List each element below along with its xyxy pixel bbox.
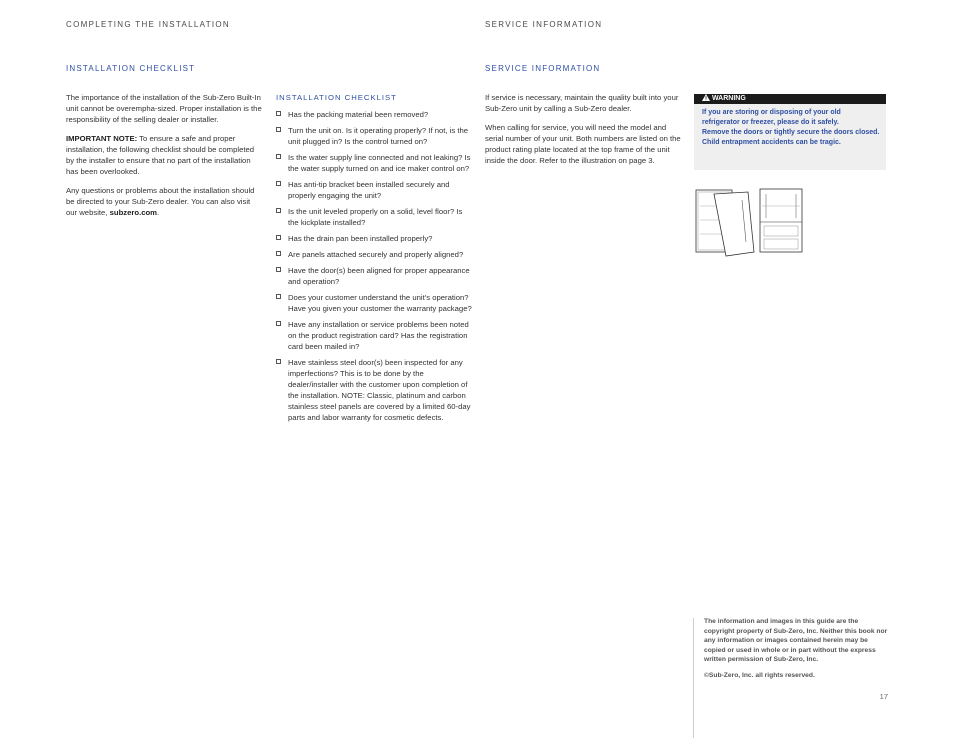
service-information-heading: SERVICE INFORMATION (485, 64, 601, 73)
checklist-item (276, 357, 472, 423)
checklist-title: INSTALLATION CHECKLIST (276, 93, 397, 102)
website-link[interactable]: subzero.com (109, 208, 158, 217)
checklist-item-text: Is the water supply line connected and not leaking? Is the water supply turned on and ice maker control on? (288, 153, 471, 173)
checkbox-icon (276, 294, 281, 299)
warning-text (694, 104, 886, 148)
checkbox-icon (276, 321, 281, 326)
warning-triangle-icon (702, 94, 710, 101)
important-note-label: IMPORTANT NOTE: (66, 134, 138, 143)
checkbox-icon (276, 127, 281, 132)
checklist-item (276, 152, 472, 174)
checkbox-icon (276, 111, 281, 116)
checkbox-icon (276, 359, 281, 364)
checkbox-icon (276, 181, 281, 186)
checkbox-icon (276, 251, 281, 256)
running-header-left: COMPLETING THE INSTALLATION (66, 20, 231, 29)
checklist-item-text: Have any installation or service problems been noted on the product registration card? Has the registration card been mailed in? (288, 320, 469, 351)
checkbox-icon (276, 208, 281, 213)
warning-box (694, 94, 886, 170)
service-column (485, 92, 681, 174)
copyright-text: The information and images in this guide are the copyright property of Sub-Zero, Inc. Neither this book nor any information or images contained herein may be copied or used in whole or in part without the express written permission of Sub-Zero, Inc. (704, 618, 888, 664)
checklist-item (276, 125, 472, 147)
checkbox-icon (276, 235, 281, 240)
footer-divider (693, 618, 694, 738)
checklist-item (276, 206, 472, 228)
warning-label: WARNING (711, 95, 746, 102)
questions-end: . (157, 208, 160, 217)
intro-paragraph: The importance of the installation of the Sub-Zero Built-In unit cannot be overempha-sized. Proper installation is the responsibility of the selling dealer or installer. (66, 93, 262, 124)
checklist-item (276, 249, 472, 260)
questions-text: Any questions or problems about the installation should be directed to your Sub-Zero dealer. You can also visit our website, (66, 186, 255, 217)
checklist-item (276, 265, 472, 287)
checklist-item-text: Have stainless steel door(s) been inspected for any imperfections? This is to be done by the dealer/installer with the customer upon completion of the installation. NOTE: Classic, platinum and carbon stainless steel panels are covered by a limited 60-day parts and labor warranty for cosmetic defects. (288, 358, 471, 422)
checklist-item-text: Is the unit leveled properly on a solid, level floor? Is the kickplate installed? (288, 207, 463, 227)
service-paragraph-1: If service is necessary, maintain the quality built into your Sub-Zero unit by calling a Sub-Zero dealer. (485, 93, 679, 113)
important-note-text: To ensure a safe and proper installation, the following checklist should be completed by the installer to ensure that no part of the installation has been overlooked. (66, 134, 255, 176)
running-header-right: SERVICE INFORMATION (485, 20, 603, 29)
rights-text: ©Sub-Zero, Inc. all rights reserved. (704, 671, 815, 679)
checklist-item-text: Has the drain pan been installed properly? (288, 234, 433, 243)
right-unit-cabinet (760, 189, 802, 252)
installation-checklist-heading: INSTALLATION CHECKLIST (66, 64, 196, 73)
checklist-item-text: Does your customer understand the unit's operation? Have you given your customer the warranty package? (288, 293, 472, 313)
checkbox-icon (276, 267, 281, 272)
warning-text-2: Remove the doors or tightly secure the doors closed. Child entrapment accidents can be tragic. (702, 129, 880, 146)
questions-paragraph (66, 185, 262, 218)
page-number: 17 (879, 692, 888, 701)
warning-bar (694, 94, 886, 104)
intro-column (66, 92, 262, 226)
checklist-column (276, 92, 472, 428)
important-note-paragraph (66, 133, 262, 177)
checklist-item (276, 179, 472, 201)
service-paragraph-2: When calling for service, you will need the model and serial number of your unit. Both numbers are listed on the product rating plate located at the top frame of the unit inside the door. Refer to the illustration on page 3. (485, 123, 681, 165)
checklist-item-text: Has anti-tip bracket been installed securely and properly engaging the unit? (288, 180, 450, 200)
checklist-item-text: Has the packing material been removed? (288, 110, 429, 119)
checklist-item (276, 292, 472, 314)
checklist-item-text: Turn the unit on. Is it operating properly? If not, is the unit plugged in? Is the control turned on? (288, 126, 469, 146)
copyright-notice (704, 617, 888, 687)
checklist (276, 109, 472, 423)
checklist-item-text: Are panels attached securely and properly aligned? (288, 250, 464, 259)
checklist-item (276, 233, 472, 244)
checklist-item-text: Have the door(s) been aligned for proper appearance and operation? (288, 266, 470, 286)
checklist-item (276, 109, 472, 120)
checkbox-icon (276, 154, 281, 159)
refrigerator-illustration (694, 186, 806, 258)
checklist-item (276, 319, 472, 352)
warning-text-1: If you are storing or disposing of your old refrigerator or freezer, please do it safely. (702, 109, 841, 126)
